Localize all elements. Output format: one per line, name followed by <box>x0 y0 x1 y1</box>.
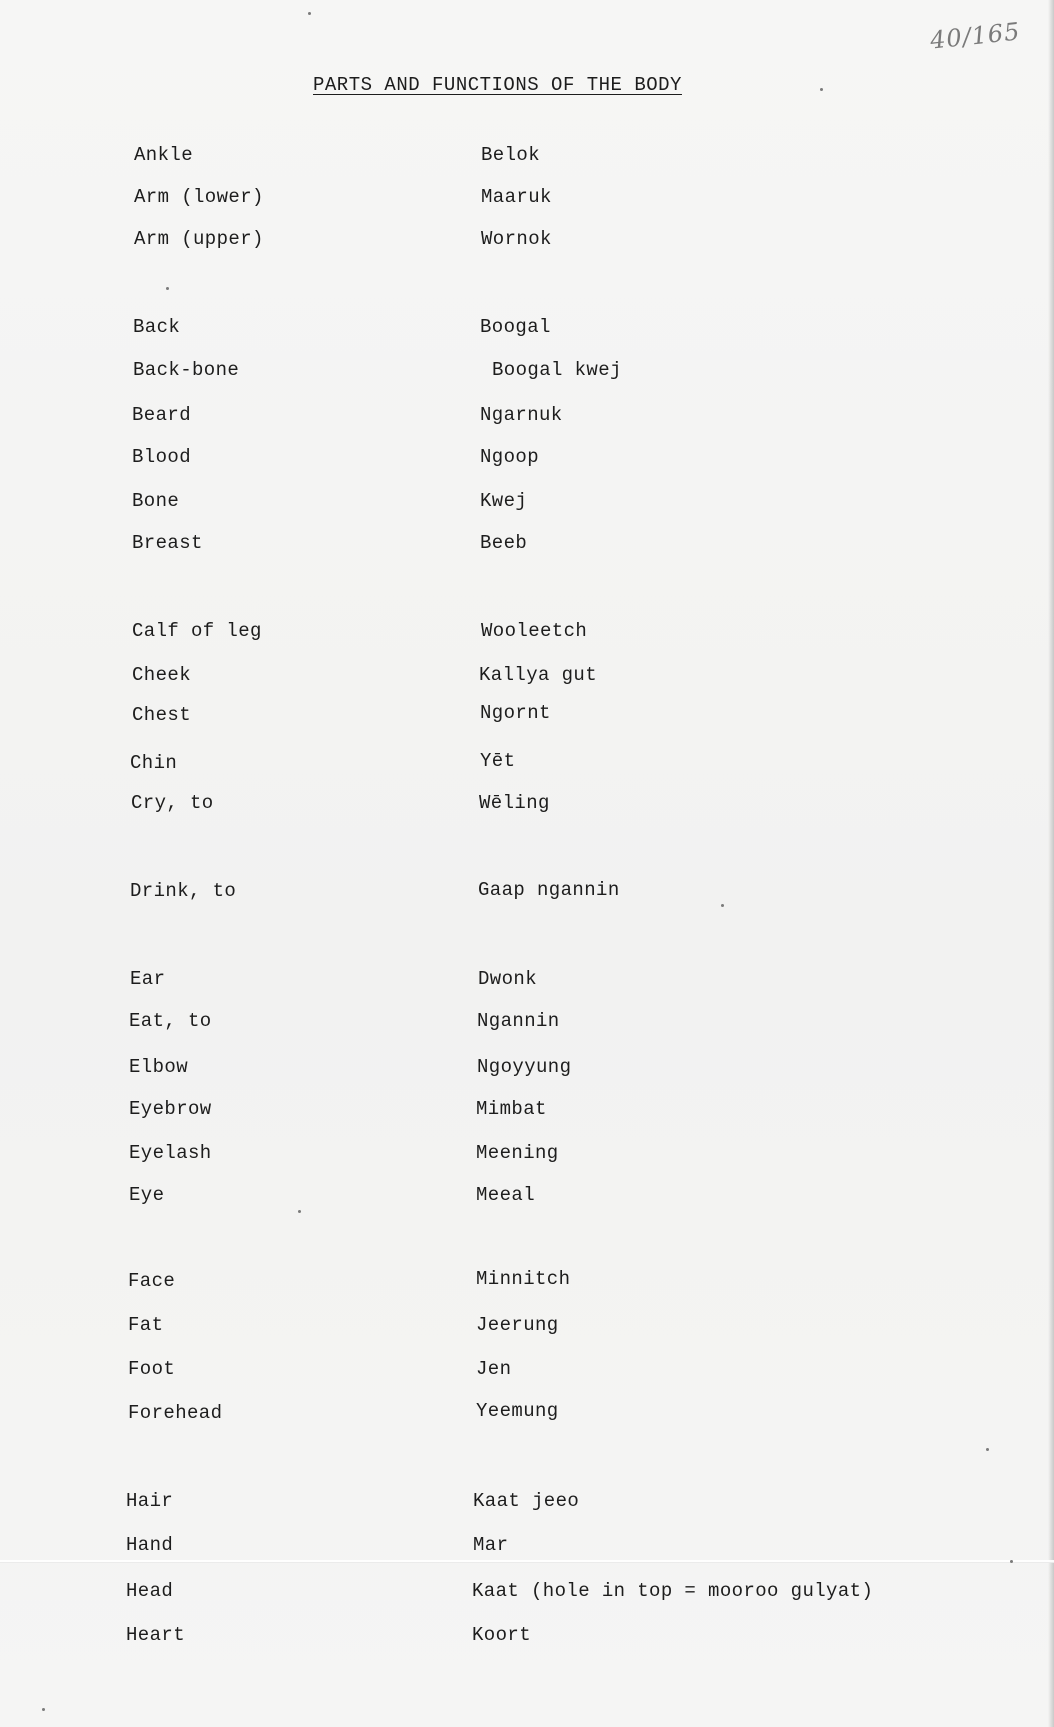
translation-cheek: Kallya gut <box>479 664 598 686</box>
term-chest: Chest <box>132 704 192 726</box>
term-eat-to: Eat, to <box>129 1010 212 1032</box>
translation-beard: Ngarnuk <box>480 404 563 426</box>
term-ear: Ear <box>130 968 166 990</box>
term-head: Head <box>126 1580 174 1602</box>
speck <box>166 287 169 290</box>
speck <box>820 88 823 91</box>
term-cheek: Cheek <box>132 664 192 686</box>
translation-cry-to: Wēling <box>479 792 550 814</box>
term-foot: Foot <box>128 1358 176 1380</box>
translation-calf-of-leg: Wooleetch <box>481 620 588 642</box>
term-blood: Blood <box>132 446 192 468</box>
term-forehead: Forehead <box>128 1402 223 1424</box>
translation-face: Minnitch <box>476 1268 571 1290</box>
translation-breast: Beeb <box>480 532 528 554</box>
translation-ear: Dwonk <box>478 968 538 990</box>
term-breast: Breast <box>132 532 203 554</box>
speck <box>721 904 724 907</box>
term-ankle: Ankle <box>134 144 194 166</box>
translation-back-bone: Boogal kwej <box>492 359 622 381</box>
translation-ankle: Belok <box>481 144 541 166</box>
term-cry-to: Cry, to <box>131 792 214 814</box>
translation-arm-lower: Maaruk <box>481 186 552 208</box>
term-beard: Beard <box>132 404 192 426</box>
term-face: Face <box>128 1270 176 1292</box>
page-title: PARTS AND FUNCTIONS OF THE BODY <box>313 74 682 96</box>
translation-heart: Koort <box>472 1624 532 1646</box>
term-fat: Fat <box>128 1314 164 1336</box>
term-calf-of-leg: Calf of leg <box>132 620 262 642</box>
translation-drink-to: Gaap ngannin <box>478 879 620 901</box>
term-elbow: Elbow <box>129 1056 189 1078</box>
translation-hair: Kaat jeeo <box>473 1490 580 1512</box>
folio-number: 40/165 <box>928 17 1022 55</box>
term-chin: Chin <box>130 752 178 774</box>
speck <box>42 1708 45 1711</box>
term-arm-upper: Arm (upper) <box>134 228 264 250</box>
translation-elbow: Ngoyyung <box>477 1056 572 1078</box>
translation-fat: Jeerung <box>476 1314 559 1336</box>
translation-head: Kaat (hole in top = mooroo gulyat) <box>472 1580 874 1602</box>
term-drink-to: Drink, to <box>130 880 237 902</box>
translation-eat-to: Ngannin <box>477 1010 560 1032</box>
term-hair: Hair <box>126 1490 174 1512</box>
translation-forehead: Yeemung <box>476 1400 559 1422</box>
term-back-bone: Back-bone <box>133 359 240 381</box>
speck <box>308 12 311 15</box>
term-back: Back <box>133 316 181 338</box>
translation-bone: Kwej <box>480 490 528 512</box>
term-eyelash: Eyelash <box>129 1142 212 1164</box>
translation-eye: Meeal <box>476 1184 536 1206</box>
translation-eyelash: Meening <box>476 1142 559 1164</box>
speck <box>1010 1560 1013 1563</box>
scan-crease <box>0 1560 1054 1563</box>
translation-foot: Jen <box>476 1358 512 1380</box>
translation-chest: Ngornt <box>480 702 551 724</box>
term-arm-lower: Arm (lower) <box>134 186 264 208</box>
term-bone: Bone <box>132 490 180 512</box>
term-eye: Eye <box>129 1184 165 1206</box>
term-eyebrow: Eyebrow <box>129 1098 212 1120</box>
translation-blood: Ngoop <box>480 446 540 468</box>
translation-back: Boogal <box>480 316 551 338</box>
translation-arm-upper: Wornok <box>481 228 552 250</box>
term-heart: Heart <box>126 1624 186 1646</box>
translation-chin: Yēt <box>480 750 516 772</box>
term-hand: Hand <box>126 1534 174 1556</box>
page-edge-shadow <box>1048 0 1054 1727</box>
speck <box>986 1448 989 1451</box>
translation-eyebrow: Mimbat <box>476 1098 547 1120</box>
speck <box>298 1210 301 1213</box>
translation-hand: Mar <box>473 1534 509 1556</box>
